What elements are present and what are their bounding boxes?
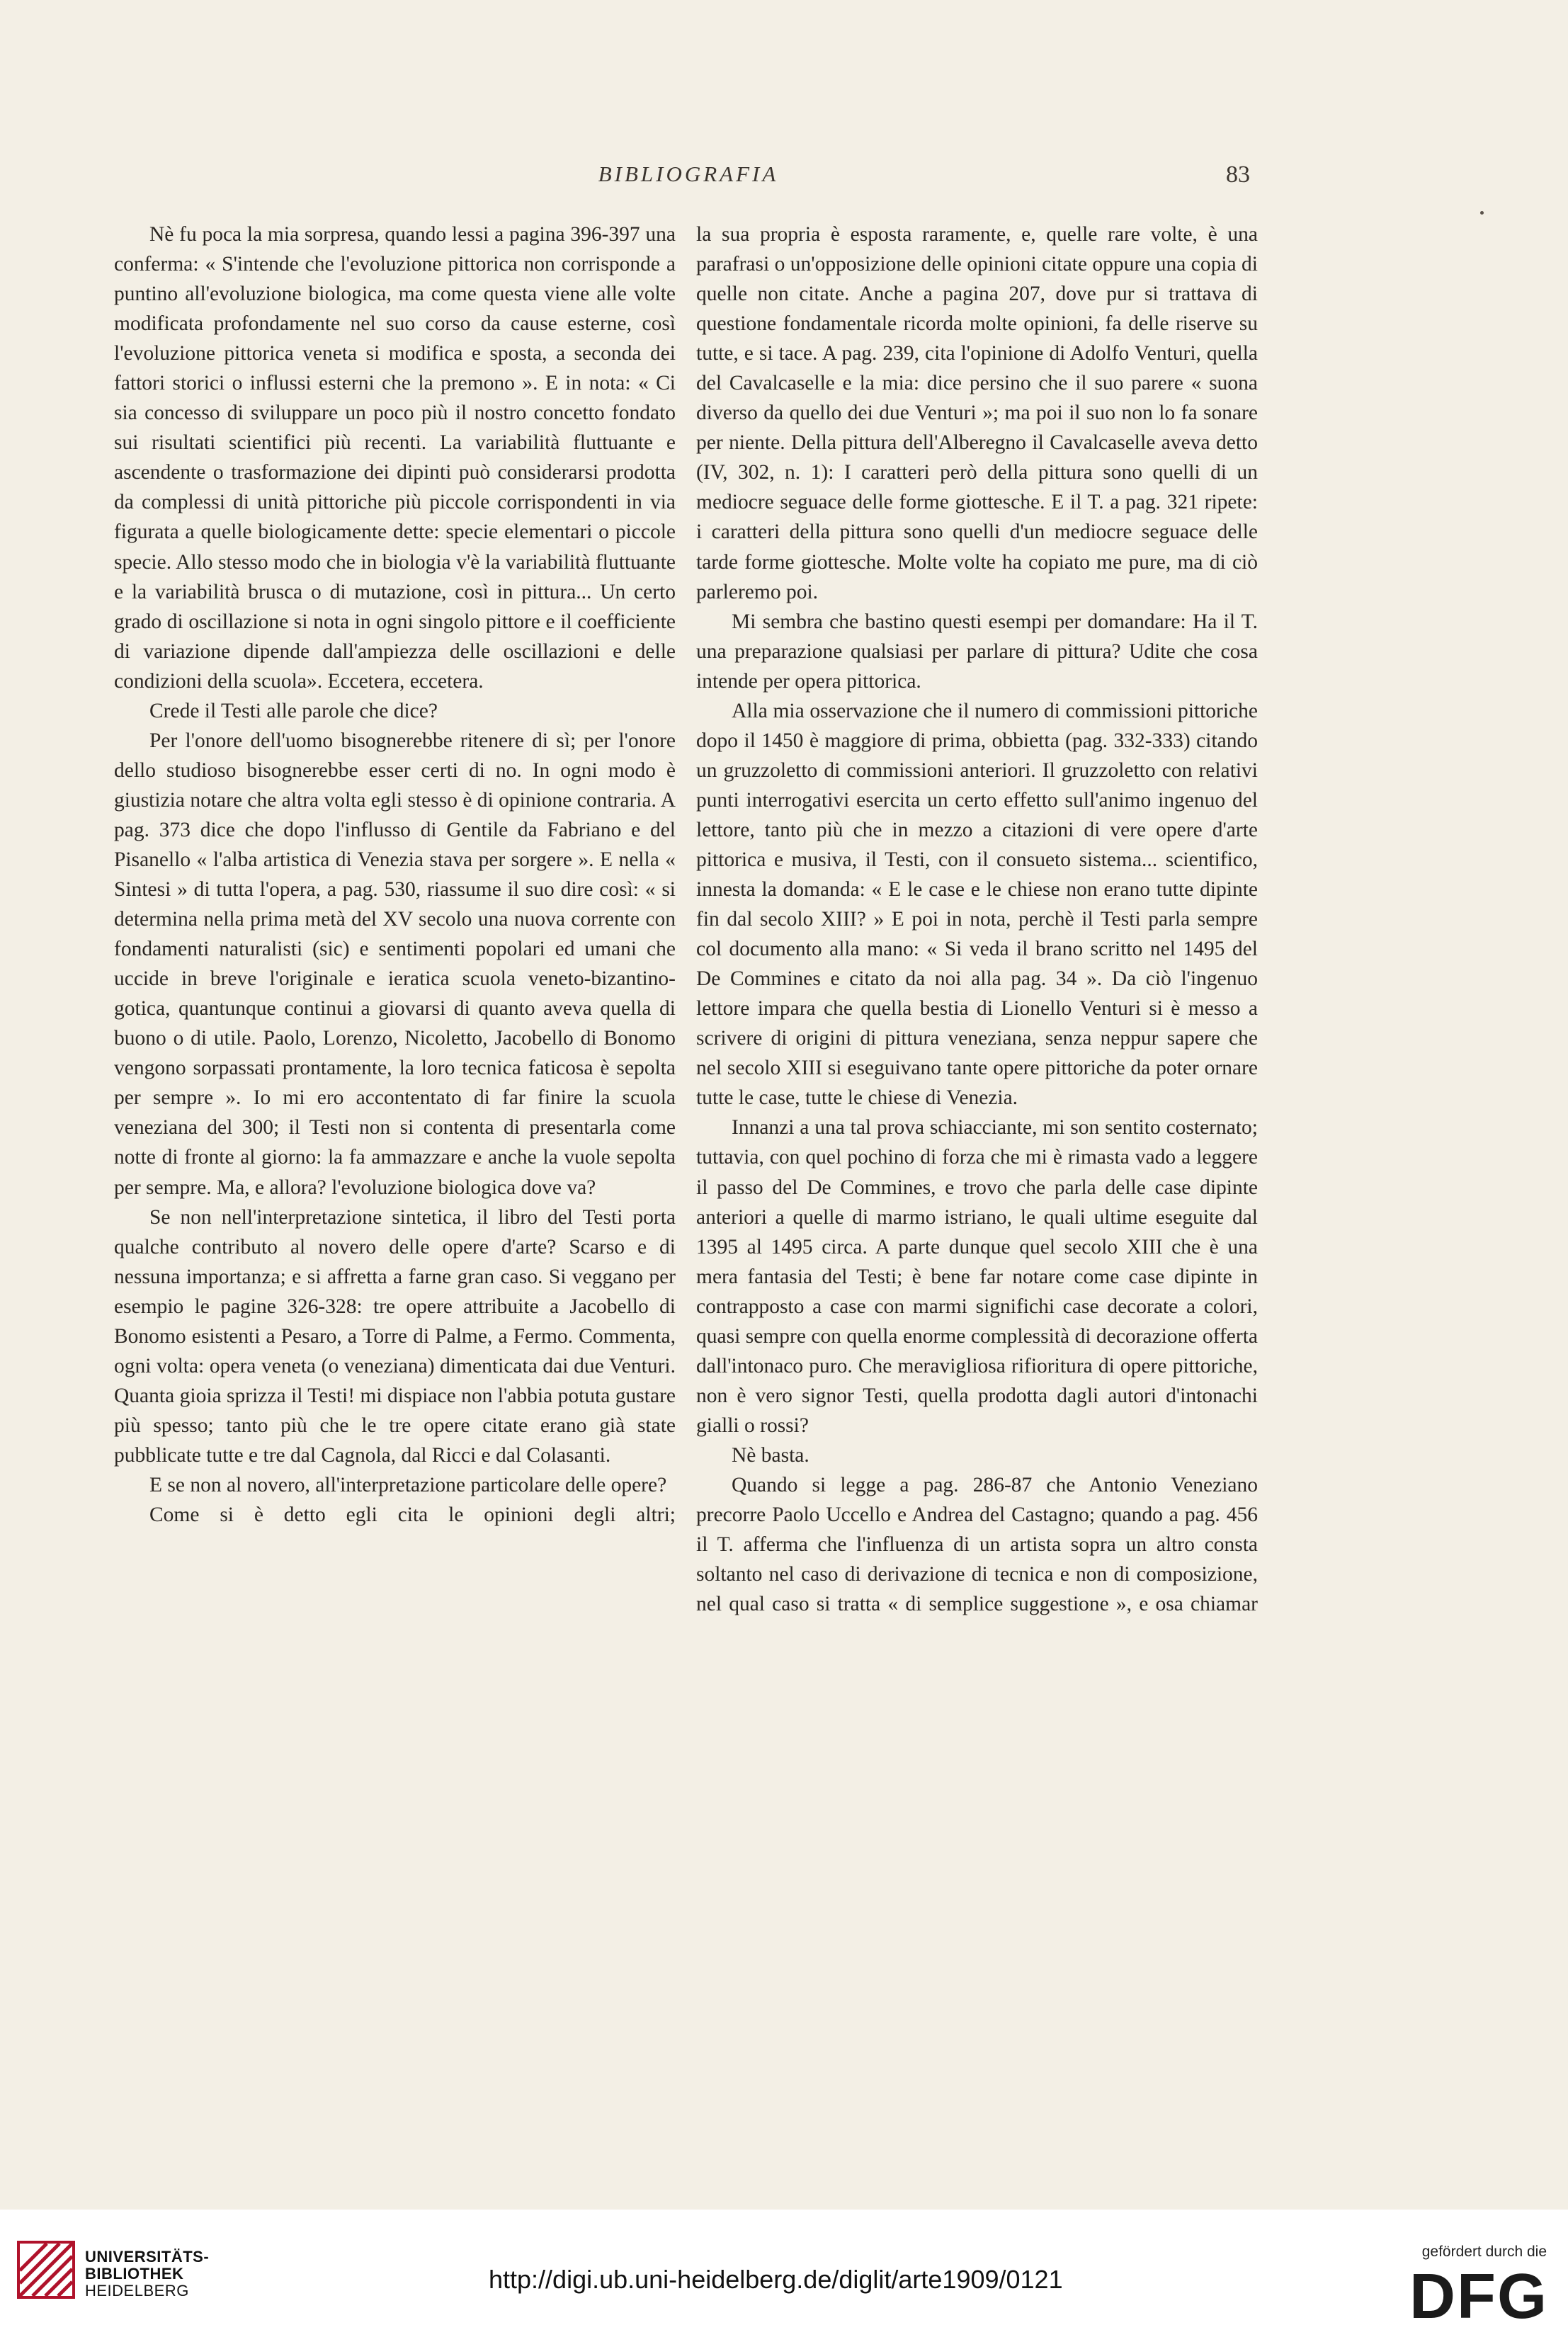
paragraph: Mi sembra che bastino questi esempi per domandare: Ha il T. una preparazione qualsiasi per parlare di pittura? Udite che cosa intende per opera pittorica. bbox=[696, 610, 1258, 693]
dfg-logo: DFG bbox=[1409, 2261, 1548, 2332]
paragraph: Se non nell'interpretazione sintetica, il libro del Testi porta qualche contributo al novero delle opere d'arte? Scarso e di nessuna importanza; e si affretta a farne gran caso. Si veggano per esempio le pagine 326-328: tre opere attribuite a Jacobello di Bonomo esistenti a Pesaro, a Torre di Palme, a Fermo. Commenta, ogni volta: opera veneta (o veneziana) dimenticata dai due Venturi. Quanta gioia sprizza il Testi! mi dispiace non l'abbia potuta gustare più spesso; tanto più che le tre opere citate erano già state pubblicate tutte e tre dal Cagnola, dal Ricci e dal Colasanti. bbox=[114, 1205, 676, 1467]
page-number: 83 bbox=[1226, 161, 1250, 188]
library-name-line: UNIVERSITÄTS- bbox=[85, 2248, 210, 2266]
paragraph: Quando si legge a pag. 286-87 che Antonio Veneziano precorre Paolo Uccello e Andrea del Castagno; quando a pag. 456 il T. afferma che l'influenza di un artista sopra un altro consta soltanto nel caso di derivazione di tecnica e non di composizione, nel qual caso si tratta « di semplice suggestione », e osa chiamar bbox=[696, 1473, 1258, 1616]
paragraph: Crede il Testi alle parole che dice? bbox=[149, 699, 438, 722]
left-column bbox=[114, 220, 676, 1530]
paragraph: E se non al novero, all'interpretazione particolare delle opere? bbox=[149, 1473, 667, 1496]
running-head: BIBLIOGRAFIA bbox=[598, 161, 779, 186]
paragraph: Alla mia osservazione che il numero di commissioni pittoriche dopo il 1450 è maggiore di prima, obbietta (pag. 332-333) citando un gruzzoletto di commissioni anteriori. Il gruzzoletto con relativi punti interrogativi esercita un certo effetto sull'animo ingenuo del lettore, tanto più che in mezzo a citazioni di vere opere d'arte pittorica e musiva, il Testi, con il consueto sistema... scientifico, innesta la domanda: « E le case e le chiese non erano tutte dipinte fin dal secolo XIII? » E poi in nota, perchè il Testi parla sempre col documento alla mano: « Si veda il brano scritto nel 1495 del De Commines e citato da noi alla pag. 34 ». Da ciò l'ingenuo lettore impara che quella bestia di Lionello Venturi si è messo a scrivere di origini di pittura veneziana, senza neppur sapere che nel secolo XIII si eseguivano tante opere pittoriche da poter ornare tutte le case, tutte le chiese di Venezia. bbox=[696, 699, 1258, 1110]
footer-bar bbox=[0, 2210, 1568, 2342]
funding-caption: gefördert durch die bbox=[1421, 2244, 1547, 2260]
right-column bbox=[696, 220, 1258, 1619]
paragraph: Per l'onore dell'uomo bisognerebbe ritenere di sì; per l'onore dello studioso bisognerebbe esser certi di no. In ogni modo è giustizia notare che altra volta egli stesso è di opinione contraria. A pag. 373 dice che dopo l'influsso di Gentile da Fabriano e del Pisanello « l'alba artistica di Venezia stava per sorgere ». E nella « Sintesi » di tutta l'opera, a pag. 530, riassume il suo dire così: « si determina nella prima metà del XV secolo una nuova corrente con fondamenti naturalisti (sic) e sentimenti popolari ed umani che uccide in breve l'originale e ieratica scuola veneto-bizantino-gotica, quantunque continui a giovarsi di quanto aveva quella di buono o di utile. Paolo, Lorenzo, Nicoletto, Jacobello di Bonomo vengono sorpassati prontamente, la loro tecnica faticosa è sepolta per sempre ». Io mi ero accontentato di far finire la scuola veneziana del 300; il Testi non si contenta di presentarla come notte di fronte al giorno: la fa ammazzare e anche la vuole sepolta per sempre. Ma, e allora? l'evoluzione biologica dove va? bbox=[114, 729, 676, 1199]
library-name-line: HEIDELBERG bbox=[85, 2282, 189, 2300]
paragraph: Innanzi a una tal prova schiacciante, mi son sentito costernato; tuttavia, con quel pochino di forza che mi è rimasta vado a leggere il passo del De Commines, e trovo che parla delle case dipinte anteriori a quelle di marmo istriano, le quali ultime eseguite dal 1395 al 1495 circa. A parte dunque quel secolo XIII che è una mera fantasia del Testi; è bene far notare come case dipinte in contrapposto a case con marmi significhi case decorate a colori, quasi sempre con quella enorme complessità di decorazione offerta dall'intonaco puro. Che meravigliosa rifioritura di opere pittoriche, non è vero signor Testi, quella prodotta dagli autori d'intonachi gialli o rossi? bbox=[696, 1116, 1258, 1437]
paragraph: Nè fu poca la mia sorpresa, quando lessi a pagina 396-397 una conferma: « S'intende che l'evoluzione pittorica non corrisponde a puntino all'evoluzione biologica, ma come questa viene alle volte modificata profondamente nel suo corso da cause esterne, così l'evoluzione pittorica veneta si modifica e sposta, a seconda dei fattori storici o influssi esterni che la premono ». E in nota: « Ci sia concesso di sviluppare un poco più il nostro concetto fondato sui risultati scientifici più recenti. La variabilità fluttuante e ascendente o trasformazione dei dipinti può considerarsi prodotta da complessi di unità pittoriche più piccole corrispondenti in via figurata a quelle biologicamente dette: specie elementari o piccole specie. Allo stesso modo che in biologia v'è la variabilità fluttuante e la variabilità brusca o di mutazione, così in pittura... Un certo grado di oscillazione si nota in ogni singolo pittore e il coefficiente di variazione dipende dall'ampiezza delle oscillazioni e delle condizioni della scuola». Eccetera, eccetera. bbox=[114, 223, 676, 693]
permalink-url[interactable]: http://digi.ub.uni-heidelberg.de/diglit/arte1909/0121 bbox=[489, 2265, 1063, 2294]
margin-mark bbox=[1480, 211, 1484, 215]
paragraph: Nè basta. bbox=[732, 1443, 809, 1467]
paragraph: la sua propria è esposta raramente, e, quelle rare volte, è una parafrasi o un'opposizione delle opinioni citate oppure una copia di quelle non citate. Anche a pagina 207, dove pur si trattava di questione fondamentale ricorda molte opinioni, fa delle riserve su tutte, e si tace. A pag. 239, cita l'opinione di Adolfo Venturi, quella del Cavalcaselle e la mia: dice persino che il suo parere « suona diverso da quello dei due Venturi »; ma poi il suo non lo fa sonare per niente. Della pittura dell'Alberegno il Cavalcaselle aveva detto (IV, 302, n. 1): I caratteri però della pittura sono quelli di un mediocre seguace delle forme giottesche. E il T. a pag. 321 ripete: i caratteri della pittura sono quelli d'un mediocre seguace delle tarde forme giottesche. Molte volte ha copiato me pure, ma di ciò parleremo poi. bbox=[696, 223, 1258, 603]
library-name-line: BIBLIOTHEK bbox=[85, 2265, 184, 2283]
library-name bbox=[85, 2249, 209, 2300]
paragraph: Come si è detto egli cita le opinioni degli altri; bbox=[149, 1503, 676, 1527]
university-library-logo-icon bbox=[14, 2238, 78, 2302]
